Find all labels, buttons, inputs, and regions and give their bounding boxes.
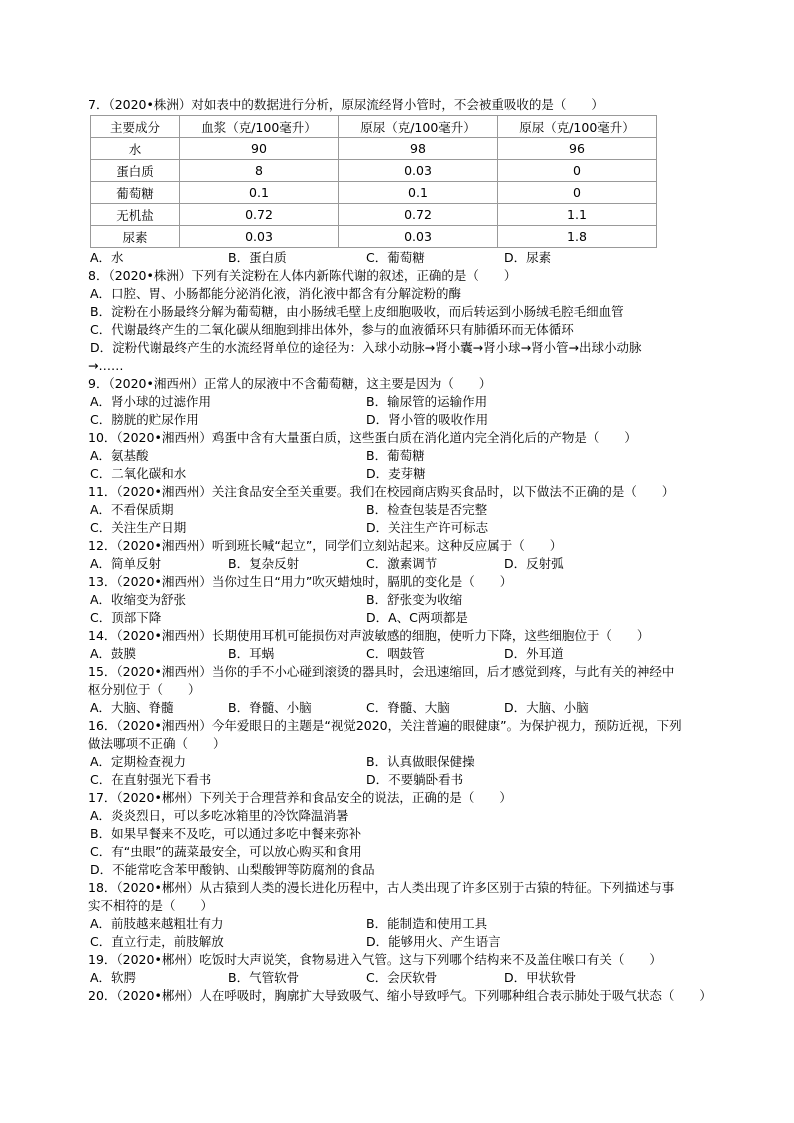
option-b: B．蛋白质	[228, 250, 287, 265]
table-header-cell: 血浆（克/100毫升）	[180, 116, 339, 138]
option-c: C．代谢最终产生的二氧化碳从细胞到排出体外，参与的血液循环只有肺循环而无体循环	[90, 322, 574, 337]
question-8	[88, 267, 728, 375]
question-12	[88, 537, 728, 573]
table-cell: 0.72	[339, 204, 498, 226]
table-cell: 98	[339, 138, 498, 160]
option-d: D．外耳道	[504, 646, 564, 661]
question-9	[88, 375, 728, 429]
table-cell: 0.03	[180, 226, 339, 248]
option-a: A．定期检查视力	[90, 754, 187, 769]
table-row	[91, 160, 657, 182]
question-stem: 7．（2020•株洲）对如表中的数据进行分析，原尿流经肾小管时，不会被重吸收的是（ ）	[88, 97, 604, 112]
option-a: A．简单反射	[90, 556, 162, 571]
option-d: D．大脑、小脑	[504, 700, 589, 715]
option-c: C．脊髓、大脑	[366, 700, 450, 715]
option-a: A．炎炎烈日，可以多吃冰箱里的冷饮降温消暑	[90, 808, 349, 823]
options-row	[88, 411, 728, 429]
option-c: C．葡萄糖	[366, 250, 425, 265]
option-d: D．麦芽糖	[366, 466, 426, 481]
table-cell: 无机盐	[91, 204, 180, 226]
question-15	[88, 663, 728, 717]
table-cell: 90	[180, 138, 339, 160]
options-row	[88, 501, 728, 519]
table-cell: 尿素	[91, 226, 180, 248]
option-d: D．肾小管的吸收作用	[366, 412, 489, 427]
option-d: D．关注生产许可标志	[366, 520, 489, 535]
option-b: B．耳蜗	[228, 646, 275, 661]
question-7	[88, 96, 728, 267]
question-stem: 16．（2020•湘西州）今年爱眼日的主题是“视觉2020，关注普遍的眼健康”。为保护视力，预防近视，下列	[88, 718, 682, 733]
option-b: B．脊髓、小脑	[228, 700, 312, 715]
table-cell: 8	[180, 160, 339, 182]
option-d: D．甲状软骨	[504, 970, 577, 985]
table-cell: 蛋白质	[91, 160, 180, 182]
option-c: C．二氧化碳和水	[90, 466, 187, 481]
options-row	[88, 969, 728, 987]
options-row	[88, 249, 728, 267]
option-b: B．气管软骨	[228, 970, 300, 985]
option-a: A．大脑、脊髓	[90, 700, 174, 715]
option-b: B．输尿管的运输作用	[366, 394, 488, 409]
options-row	[88, 609, 728, 627]
question-18	[88, 879, 728, 951]
option-a: A．氨基酸	[90, 448, 149, 463]
option-a: A．鼓膜	[90, 646, 137, 661]
table-header-cell: 主要成分	[91, 116, 180, 138]
options-row	[88, 465, 728, 483]
option-d: D．反射弧	[504, 556, 564, 571]
table-cell: 1.1	[498, 204, 657, 226]
table-row	[91, 226, 657, 248]
options-row	[88, 447, 728, 465]
question-17	[88, 789, 728, 879]
option-d: D．不能常吃含苯甲酸钠、山梨酸钾等防腐剂的食品	[90, 862, 375, 877]
table-cell: 96	[498, 138, 657, 160]
question-stem: 13．（2020•湘西州）当你过生日“用力”吹灭蜡烛时，膈肌的变化是（ ）	[88, 574, 513, 589]
question-stem-continued: 枢分别位于（ ）	[88, 682, 201, 697]
option-b: B．检查包装是否完整	[366, 502, 488, 517]
question-19	[88, 951, 728, 987]
table-cell: 0.1	[180, 182, 339, 204]
table-cell: 0.03	[339, 226, 498, 248]
question-10	[88, 429, 728, 483]
options-row	[88, 915, 728, 933]
option-b: B．葡萄糖	[366, 448, 425, 463]
option-d: D．尿素	[504, 250, 552, 265]
option-a: A．不看保质期	[90, 502, 174, 517]
options-row	[88, 933, 728, 951]
option-c: C．直立行走，前肢解放	[90, 934, 224, 949]
option-c: C．关注生产日期	[90, 520, 187, 535]
table-cell: 1.8	[498, 226, 657, 248]
option-a: A．收缩变为舒张	[90, 592, 187, 607]
table-header-cell: 原尿（克/100毫升）	[498, 116, 657, 138]
option-d: D．A、C两项都是	[366, 610, 468, 625]
option-c: C．咽鼓管	[366, 646, 425, 661]
option-a: A．前肢越来越粗壮有力	[90, 916, 224, 931]
question-14	[88, 627, 728, 663]
options-row	[88, 771, 728, 789]
option-c: C．有“虫眼”的蔬菜最安全，可以放心购买和食用	[90, 844, 362, 859]
question-stem-continued: 做法哪项不正确（ ）	[88, 736, 226, 751]
question-stem: 8．（2020•株洲）下列有关淀粉在人体内新陈代谢的叙述，正确的是（ ）	[88, 268, 517, 283]
options-row	[88, 555, 728, 573]
table-row	[91, 182, 657, 204]
question-stem: 19．（2020•郴州）吃饭时大声说笑，食物易进入气管。这与下列哪个结构来不及盖住喉口有关（ ）	[88, 952, 662, 967]
table-row	[91, 204, 657, 226]
option-b: B．认真做眼保健操	[366, 754, 475, 769]
option-a: A．口腔、胃、小肠都能分泌消化液，消化液中都含有分解淀粉的酶	[90, 286, 462, 301]
option-b: B．如果早餐来不及吃，可以通过多吃中餐来弥补	[90, 826, 362, 841]
question-13	[88, 573, 728, 627]
option-c: C．会厌软骨	[366, 970, 438, 985]
table-cell: 0	[498, 160, 657, 182]
option-d-continuation: →……	[88, 358, 124, 373]
data-table	[90, 115, 657, 248]
question-16	[88, 717, 728, 789]
table-cell: 0	[498, 182, 657, 204]
question-stem: 14．（2020•湘西州）长期使用耳机可能损伤对声波敏感的细胞，使听力下降，这些细胞位于（ ）	[88, 628, 650, 643]
table-cell: 0.03	[339, 160, 498, 182]
option-a: A．水	[90, 250, 124, 265]
option-d: D．不要躺卧看书	[366, 772, 464, 787]
question-stem-continued: 实不相符的是（ ）	[88, 898, 214, 913]
options-row	[88, 519, 728, 537]
question-stem: 18．（2020•郴州）从古猿到人类的漫长进化历程中，古人类出现了许多区别于古猿的特征。下列描述与事	[88, 880, 675, 895]
option-a: A．肾小球的过滤作用	[90, 394, 212, 409]
option-b: B．能制造和使用工具	[366, 916, 488, 931]
question-stem: 17．（2020•郴州）下列关于合理营养和食品安全的说法，正确的是（ ）	[88, 790, 512, 805]
table-header-cell: 原尿（克/100毫升）	[339, 116, 498, 138]
table-cell: 葡萄糖	[91, 182, 180, 204]
option-b: B．复杂反射	[228, 556, 300, 571]
option-c: C．激素调节	[366, 556, 438, 571]
options-row	[88, 591, 728, 609]
option-c: C．膀胱的贮尿作用	[90, 412, 199, 427]
options-row	[88, 645, 728, 663]
options-row	[88, 699, 728, 717]
exam-page	[88, 96, 728, 1005]
option-d: D．能够用火、产生语言	[366, 934, 501, 949]
option-c: C．顶部下降	[90, 610, 162, 625]
table-cell: 水	[91, 138, 180, 160]
option-d: D．淀粉代谢最终产生的水流经肾单位的途径为：入球小动脉→肾小囊→肾小球→肾小管→出球小动脉	[90, 340, 642, 355]
question-stem: 9．（2020•湘西州）正常人的尿液中不含葡萄糖，这主要是因为（ ）	[88, 376, 492, 391]
options-row	[88, 393, 728, 411]
table-header-row	[91, 116, 657, 138]
question-20	[88, 987, 728, 1005]
question-11	[88, 483, 728, 537]
question-stem: 20．（2020•郴州）人在呼吸时，胸廓扩大导致吸气、缩小导致呼气。下列哪种组合表示肺处于吸气状态（ ）	[88, 988, 712, 1003]
table-row	[91, 138, 657, 160]
question-stem: 10．（2020•湘西州）鸡蛋中含有大量蛋白质，这些蛋白质在消化道内完全消化后的产物是（ ）	[88, 430, 637, 445]
table-cell: 0.72	[180, 204, 339, 226]
option-b: B．淀粉在小肠最终分解为葡萄糖，由小肠绒毛壁上皮细胞吸收，而后转运到小肠绒毛腔毛细血管	[90, 304, 624, 319]
option-b: B．舒张变为收缩	[366, 592, 463, 607]
question-stem: 11．（2020•湘西州）关注食品安全至关重要。我们在校园商店购买食品时，以下做法不正确的是（ ）	[88, 484, 675, 499]
question-stem: 12．（2020•湘西州）听到班长喊“起立”，同学们立刻站起来。这种反应属于（ ）	[88, 538, 563, 553]
option-c: C．在直射强光下看书	[90, 772, 212, 787]
table-cell: 0.1	[339, 182, 498, 204]
options-row	[88, 753, 728, 771]
question-stem: 15．（2020•湘西州）当你的手不小心碰到滚烫的器具时，会迅速缩回，后才感觉到疼，与此有关的神经中	[88, 664, 675, 679]
option-a: A．软腭	[90, 970, 137, 985]
